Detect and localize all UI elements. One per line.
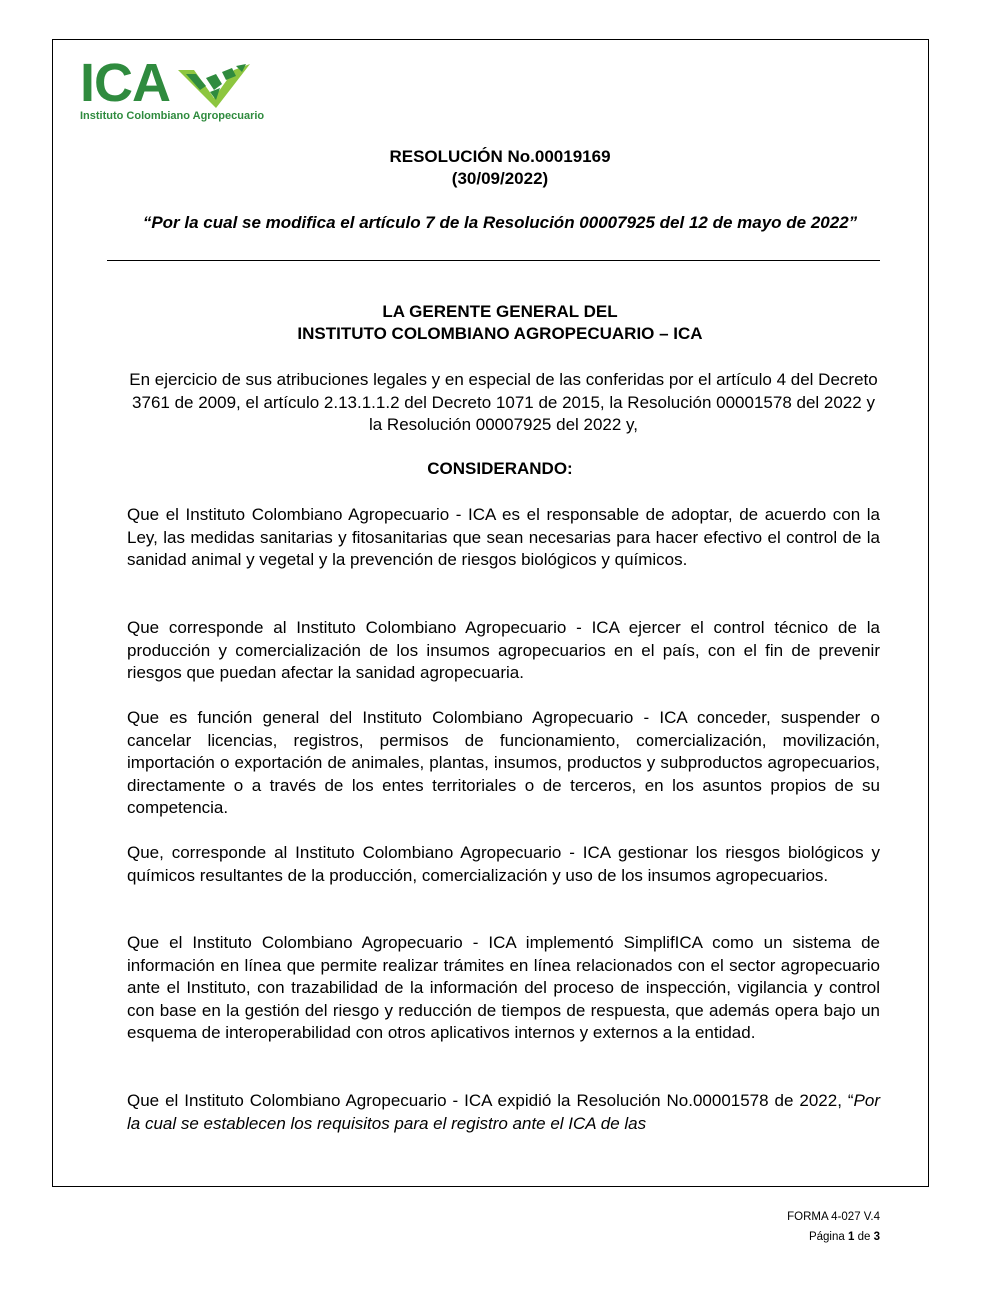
powers-paragraph: En ejercicio de sus atribuciones legales y en especial de las conferidas por el artículo 4 del Decreto 3761 de 2009, el artículo 2.13.1.1.2 del Decreto 1071 de 2015, la Resolución 00001578 del 2022 y la Resolución 00007925 del 2022 y,	[129, 370, 878, 434]
considerando-paragraph-5: Que el Instituto Colombiano Agropecuario - ICA implementó SimplifICA como un sistema de información en línea que permite realizar trámites en línea relacionados con el sector agropecuario ante el Instituto, con trazabilidad de la información del proceso de inspección, vigilancia y control con base en la gestión del riesgo y reducción de tiempos de respuesta, que además opera bajo un esquema de interoperabilidad con otros aplicativos internos y externos a la entidad.	[127, 933, 880, 1042]
considerando-paragraph-2: Que corresponde al Instituto Colombiano Agropecuario - ICA ejercer el control técnico de la producción y comercialización de los insumos agropecuarios en el país, con el fin de prevenir riesgos que puedan afectar la sanidad agropecuaria.	[127, 618, 880, 682]
resolution-heading	[60, 146, 940, 190]
resolution-number: RESOLUCIÓN No.00019169	[389, 147, 611, 166]
considerando-paragraph-6	[127, 1090, 880, 1135]
logo-letters: ICA	[80, 53, 170, 113]
considerando-heading: CONSIDERANDO:	[427, 459, 573, 478]
paragraph-6-quoted-title: Por la cual se establecen los requisitos para el registro ante el ICA de las	[127, 1091, 880, 1133]
considerando-paragraph-3: Que es función general del Instituto Colombiano Agropecuario - ICA conceder, suspender o cancelar licencias, registros, permisos de funcionamiento, comercialización, movilización, importación o exportación de animales, plantas, insumos, productos y subproductos agropecuarios, directamente o a través de los entes territoriales o de terceros, en los asuntos propios de su competencia.	[127, 708, 880, 817]
authority-line-2: INSTITUTO COLOMBIANO AGROPECUARIO – ICA	[297, 324, 703, 343]
considerando-paragraph-4: Que, corresponde al Instituto Colombiano Agropecuario - ICA gestionar los riesgos biológicos y químicos resultantes de la producción, comercialización y uso de los insumos agropecuarios.	[127, 843, 880, 885]
page-current: 1	[847, 1231, 855, 1243]
ica-logo	[80, 53, 265, 126]
paragraph-6-text: Que el Instituto Colombiano Agropecuario - ICA expidió la Resolución No.00001578 de 2022, “	[127, 1091, 854, 1110]
logo-chevron-icon	[176, 64, 252, 108]
form-code: FORMA 4-027 V.4	[787, 1211, 880, 1223]
page-word: Página	[808, 1231, 845, 1243]
resolution-subject: “Por la cual se modifica el artículo 7 de la Resolución 00007925 del 12 de mayo de 2022”	[142, 213, 858, 232]
authority-line-1: LA GERENTE GENERAL DEL	[382, 302, 618, 321]
resolution-date: (30/09/2022)	[451, 169, 549, 188]
authority-heading	[60, 301, 940, 345]
considerando-paragraph-1: Que el Instituto Colombiano Agropecuario - ICA es el responsable de adoptar, de acuerdo con la Ley, las medidas sanitarias y fitosanitarias que sean necesarias para hacer efectivo el control de la sanidad animal y vegetal y la prevención de riesgos biológicos y químicos.	[127, 505, 880, 569]
page-number	[809, 1231, 880, 1243]
header-divider	[107, 260, 880, 261]
page-total: 3	[873, 1231, 880, 1243]
page-of: de	[857, 1231, 871, 1243]
logo-subtitle: Instituto Colombiano Agropecuario	[80, 110, 265, 122]
